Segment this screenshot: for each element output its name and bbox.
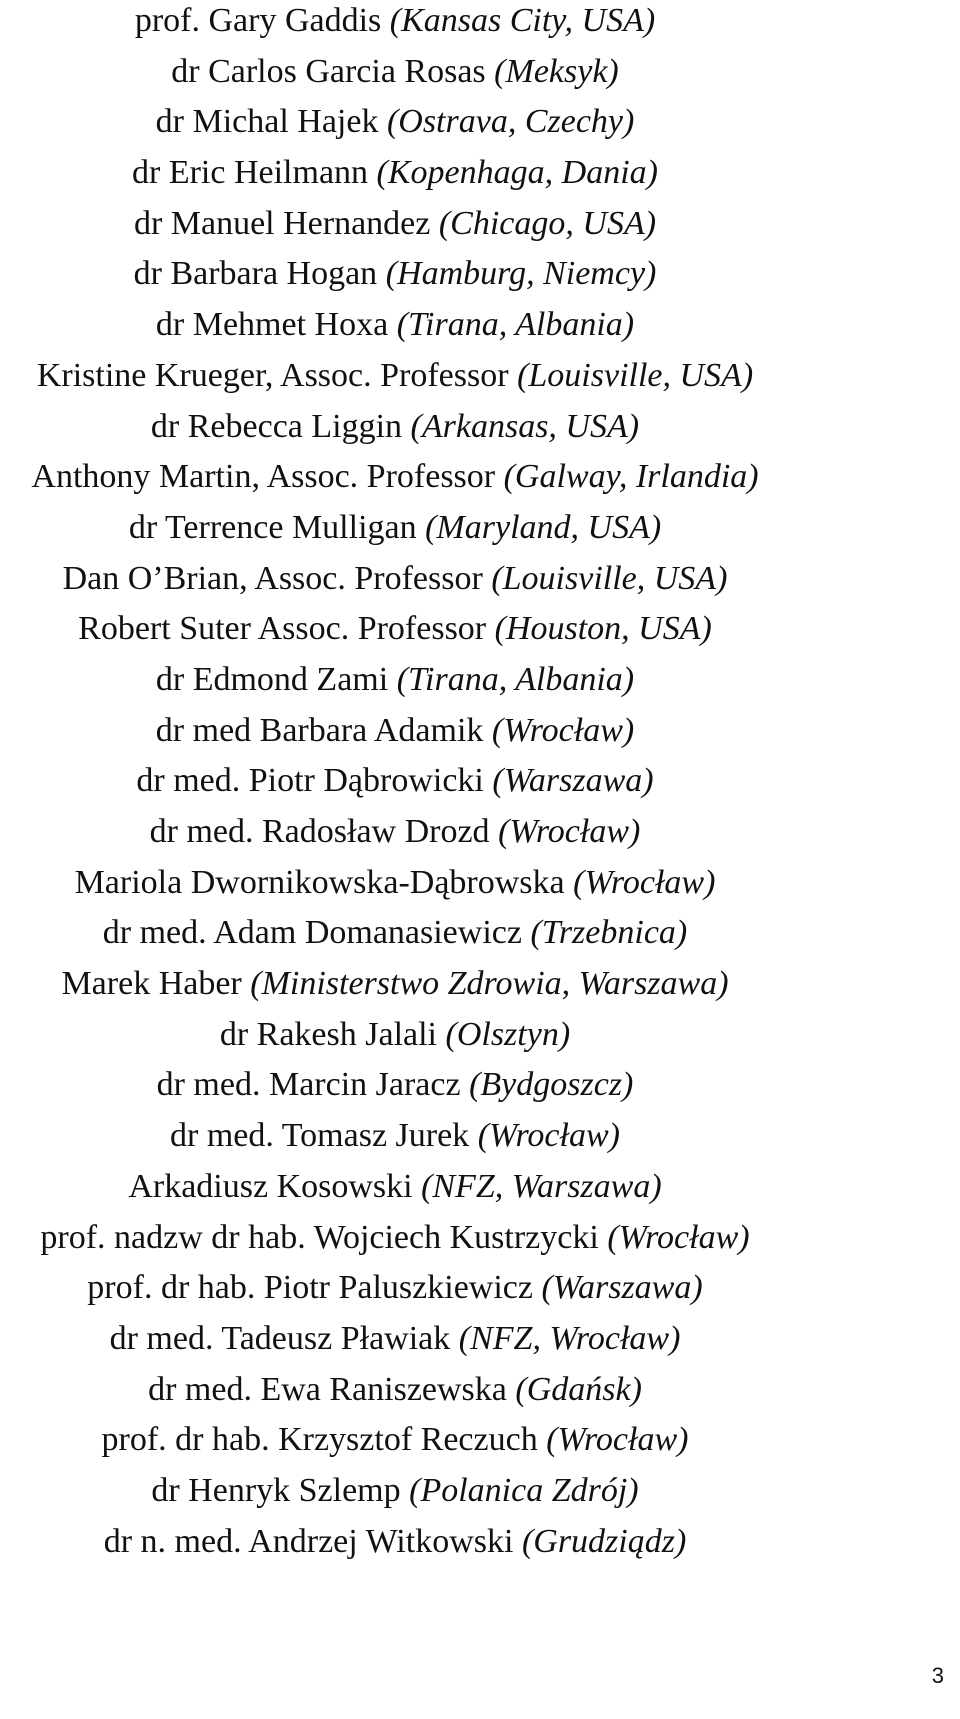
list-item: [0, 1521, 790, 1572]
person-location: (Wrocław): [477, 1117, 620, 1155]
person-location: (Bydgoszcz): [469, 1066, 634, 1104]
person-name: dr Henryk Szlemp: [151, 1471, 401, 1509]
person-location: (Wrocław): [491, 711, 635, 749]
person-location: (Houston, USA): [494, 610, 712, 648]
person-location: (Kansas City, USA): [389, 2, 656, 39]
person-location: (NFZ, Wrocław): [458, 1319, 681, 1357]
list-item: [0, 1166, 790, 1217]
list-item: [0, 1369, 790, 1420]
list-item: [0, 406, 790, 457]
list-item: [0, 1318, 790, 1369]
person-name: dr Michal Hajek: [155, 103, 379, 141]
list-item: [0, 152, 790, 203]
person-name: dr Mehmet Hoxa: [155, 306, 389, 344]
list-item: [0, 253, 790, 304]
list-item: [0, 456, 790, 507]
list-item: [0, 203, 790, 254]
list-item: [0, 912, 790, 963]
person-name: dr med. Tomasz Jurek: [170, 1117, 470, 1155]
list-item: [0, 507, 790, 558]
list-item: [0, 101, 790, 152]
person-location: (Warszawa): [492, 762, 654, 800]
list-item: [0, 51, 790, 102]
person-name: dr med. Piotr Dąbrowicki: [136, 762, 484, 800]
person-name: Robert Suter Assoc. Professor: [78, 610, 487, 648]
person-name: dr Terrence Mulligan: [128, 508, 417, 546]
list-item: [0, 355, 790, 406]
person-name: dr med. Tadeusz Pławiak: [109, 1319, 451, 1357]
person-name: Kristine Krueger, Assoc. Professor: [36, 356, 509, 394]
list-item: [0, 1470, 790, 1521]
person-name: dr Edmond Zami: [155, 660, 389, 698]
person-location: (Meksyk): [494, 52, 619, 90]
person-location: (Wrocław): [573, 863, 716, 901]
person-name: Mariola Dwornikowska-Dąbrowska: [74, 863, 565, 901]
person-location: (Gdańsk): [515, 1370, 642, 1408]
list-item: [0, 760, 790, 811]
person-name: prof. dr hab. Krzysztof Reczuch: [101, 1421, 538, 1459]
person-name: dr Carlos Garcia Rosas: [171, 52, 486, 90]
person-location: (Polanica Zdrój): [409, 1471, 639, 1509]
person-location: (Arkansas, USA): [410, 407, 640, 445]
person-name: dr Barbara Hogan: [133, 255, 378, 293]
person-location: (Tirana, Albania): [396, 660, 635, 698]
list-item: [0, 963, 790, 1014]
person-name: Marek Haber: [61, 965, 242, 1003]
person-name: dr Rakesh Jalali: [219, 1015, 437, 1053]
person-location: (Grudziądz): [521, 1522, 687, 1560]
person-name: dr Rebecca Liggin: [150, 407, 403, 445]
person-location: (Warszawa): [541, 1269, 703, 1307]
person-name: dr med. Marcin Jaracz: [156, 1066, 461, 1104]
list-item: [0, 1115, 790, 1166]
person-name: prof. nadzw dr hab. Wojciech Kustrzycki: [40, 1218, 599, 1256]
list-item: [0, 558, 790, 609]
list-item: [0, 710, 790, 761]
list-item: [0, 1267, 790, 1318]
list-item: [0, 1064, 790, 1115]
person-location: (Tirana, Albania): [396, 306, 635, 344]
person-name: dr med Barbara Adamik: [155, 711, 484, 749]
page-number: 3: [931, 1663, 944, 1688]
person-name: dr n. med. Andrzej Witkowski: [103, 1522, 514, 1560]
person-name: prof. Gary Gaddis: [134, 2, 382, 39]
person-name: dr Manuel Hernandez: [133, 204, 431, 242]
person-location: (Wrocław): [546, 1421, 689, 1459]
person-location: (Hamburg, Niemcy): [385, 255, 657, 293]
person-location: (Louisville, USA): [517, 356, 754, 394]
person-name: dr Eric Heilmann: [132, 154, 369, 192]
list-item: [0, 811, 790, 862]
list-item: [0, 659, 790, 710]
list-item: [0, 862, 790, 913]
person-location: (Wrocław): [498, 813, 641, 850]
list-item: [0, 608, 790, 659]
list-item: [0, 1419, 790, 1470]
person-name: dr med. Radosław Drozd: [149, 813, 490, 850]
person-location: (Kopenhaga, Dania): [376, 154, 658, 192]
person-name: dr med. Adam Domanasiewicz: [102, 914, 522, 952]
person-location: (Trzebnica): [530, 914, 688, 952]
person-name: dr med. Ewa Raniszewska: [148, 1370, 507, 1408]
person-name: prof. dr hab. Piotr Paluszkiewicz: [87, 1269, 533, 1307]
person-location: (Louisville, USA): [491, 559, 728, 597]
person-location: (Maryland, USA): [425, 508, 662, 546]
person-location: (Chicago, USA): [438, 204, 657, 242]
list-item: [0, 0, 790, 51]
person-name: Arkadiusz Kosowski: [128, 1167, 413, 1205]
list-item: [0, 1014, 790, 1065]
person-location: (Ostrava, Czechy): [386, 103, 635, 141]
person-location: (Olsztyn): [445, 1015, 571, 1053]
person-name: Dan O’Brian, Assoc. Professor: [62, 559, 483, 597]
person-location: (Wrocław): [607, 1218, 750, 1256]
person-location: (Ministerstwo Zdrowia, Warszawa): [250, 965, 729, 1003]
person-name: Anthony Martin, Assoc. Professor: [31, 458, 496, 496]
list-item: [0, 304, 790, 355]
person-location: (NFZ, Warszawa): [421, 1167, 662, 1205]
person-location: (Galway, Irlandia): [503, 458, 759, 496]
list-item: [0, 1217, 790, 1268]
